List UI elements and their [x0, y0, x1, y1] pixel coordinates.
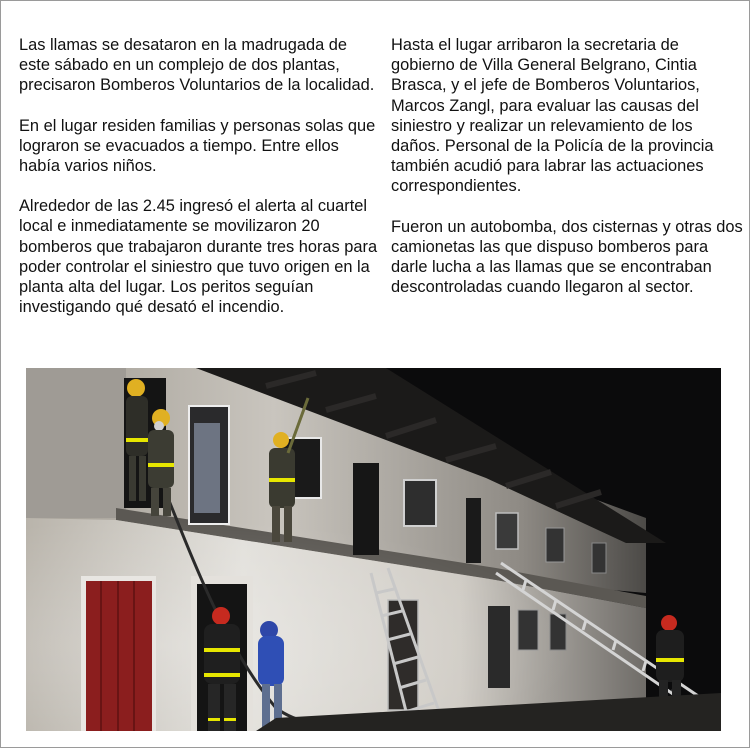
article-left-column: [19, 35, 381, 337]
upper-window-right: [496, 513, 518, 549]
red-door: [86, 581, 152, 731]
side-wall: [26, 368, 126, 518]
firefighters-building-photo: [26, 368, 721, 731]
upper-window-far: [546, 528, 564, 562]
upper-doorway-right: [466, 498, 481, 563]
paragraph-fire-start: Las llamas se desataron en la madrugada de este sábado en un complejo de dos plantas, precisaron Bomberos Voluntarios de la localidad.: [19, 36, 375, 95]
paragraph-firefighters-response: Alrededor de las 2.45 ingresó el alerta al cuartel local e inmediatamente se movilizaron 20 bomberos que trabajaron durante tres horas para poder controlar el siniestro que tuvo origen en la planta alta del lugar. Los peritos seguían investigando qué desató el incendio.: [19, 197, 378, 317]
news-photo: [26, 368, 721, 731]
upper-window-farthest: [592, 543, 606, 573]
upper-window-middle: [404, 480, 436, 526]
lower-window-right: [518, 610, 538, 650]
upper-door-panel: [194, 423, 220, 513]
paragraph-vehicles: Fueron un autobomba, dos cisternas y otras dos camionetas las que dispuso bomberos para darle lucha a las llamas que se encontraban descontroladas cuando llegaron al sector.: [391, 217, 743, 297]
paragraph-officials: Hasta el lugar arribaron la secretaria de gobierno de Villa General Belgrano, Cintia Brasca, y el jefe de Bomberos Voluntarios, Marcos Zangl, para evaluar las causas del siniestro y realizar un relevamiento de los daños. Personal de la Policía de la provincia también acudió para labrar las actuaciones correspondientes.: [391, 36, 714, 196]
paragraph-evacuation: En el lugar residen familias y personas solas que lograron se evacuados a tiempo. Entre ellos había varios niños.: [19, 116, 376, 176]
upper-doorway-middle: [353, 463, 379, 555]
lower-door-right: [488, 606, 510, 688]
article-right-column: [391, 35, 743, 317]
